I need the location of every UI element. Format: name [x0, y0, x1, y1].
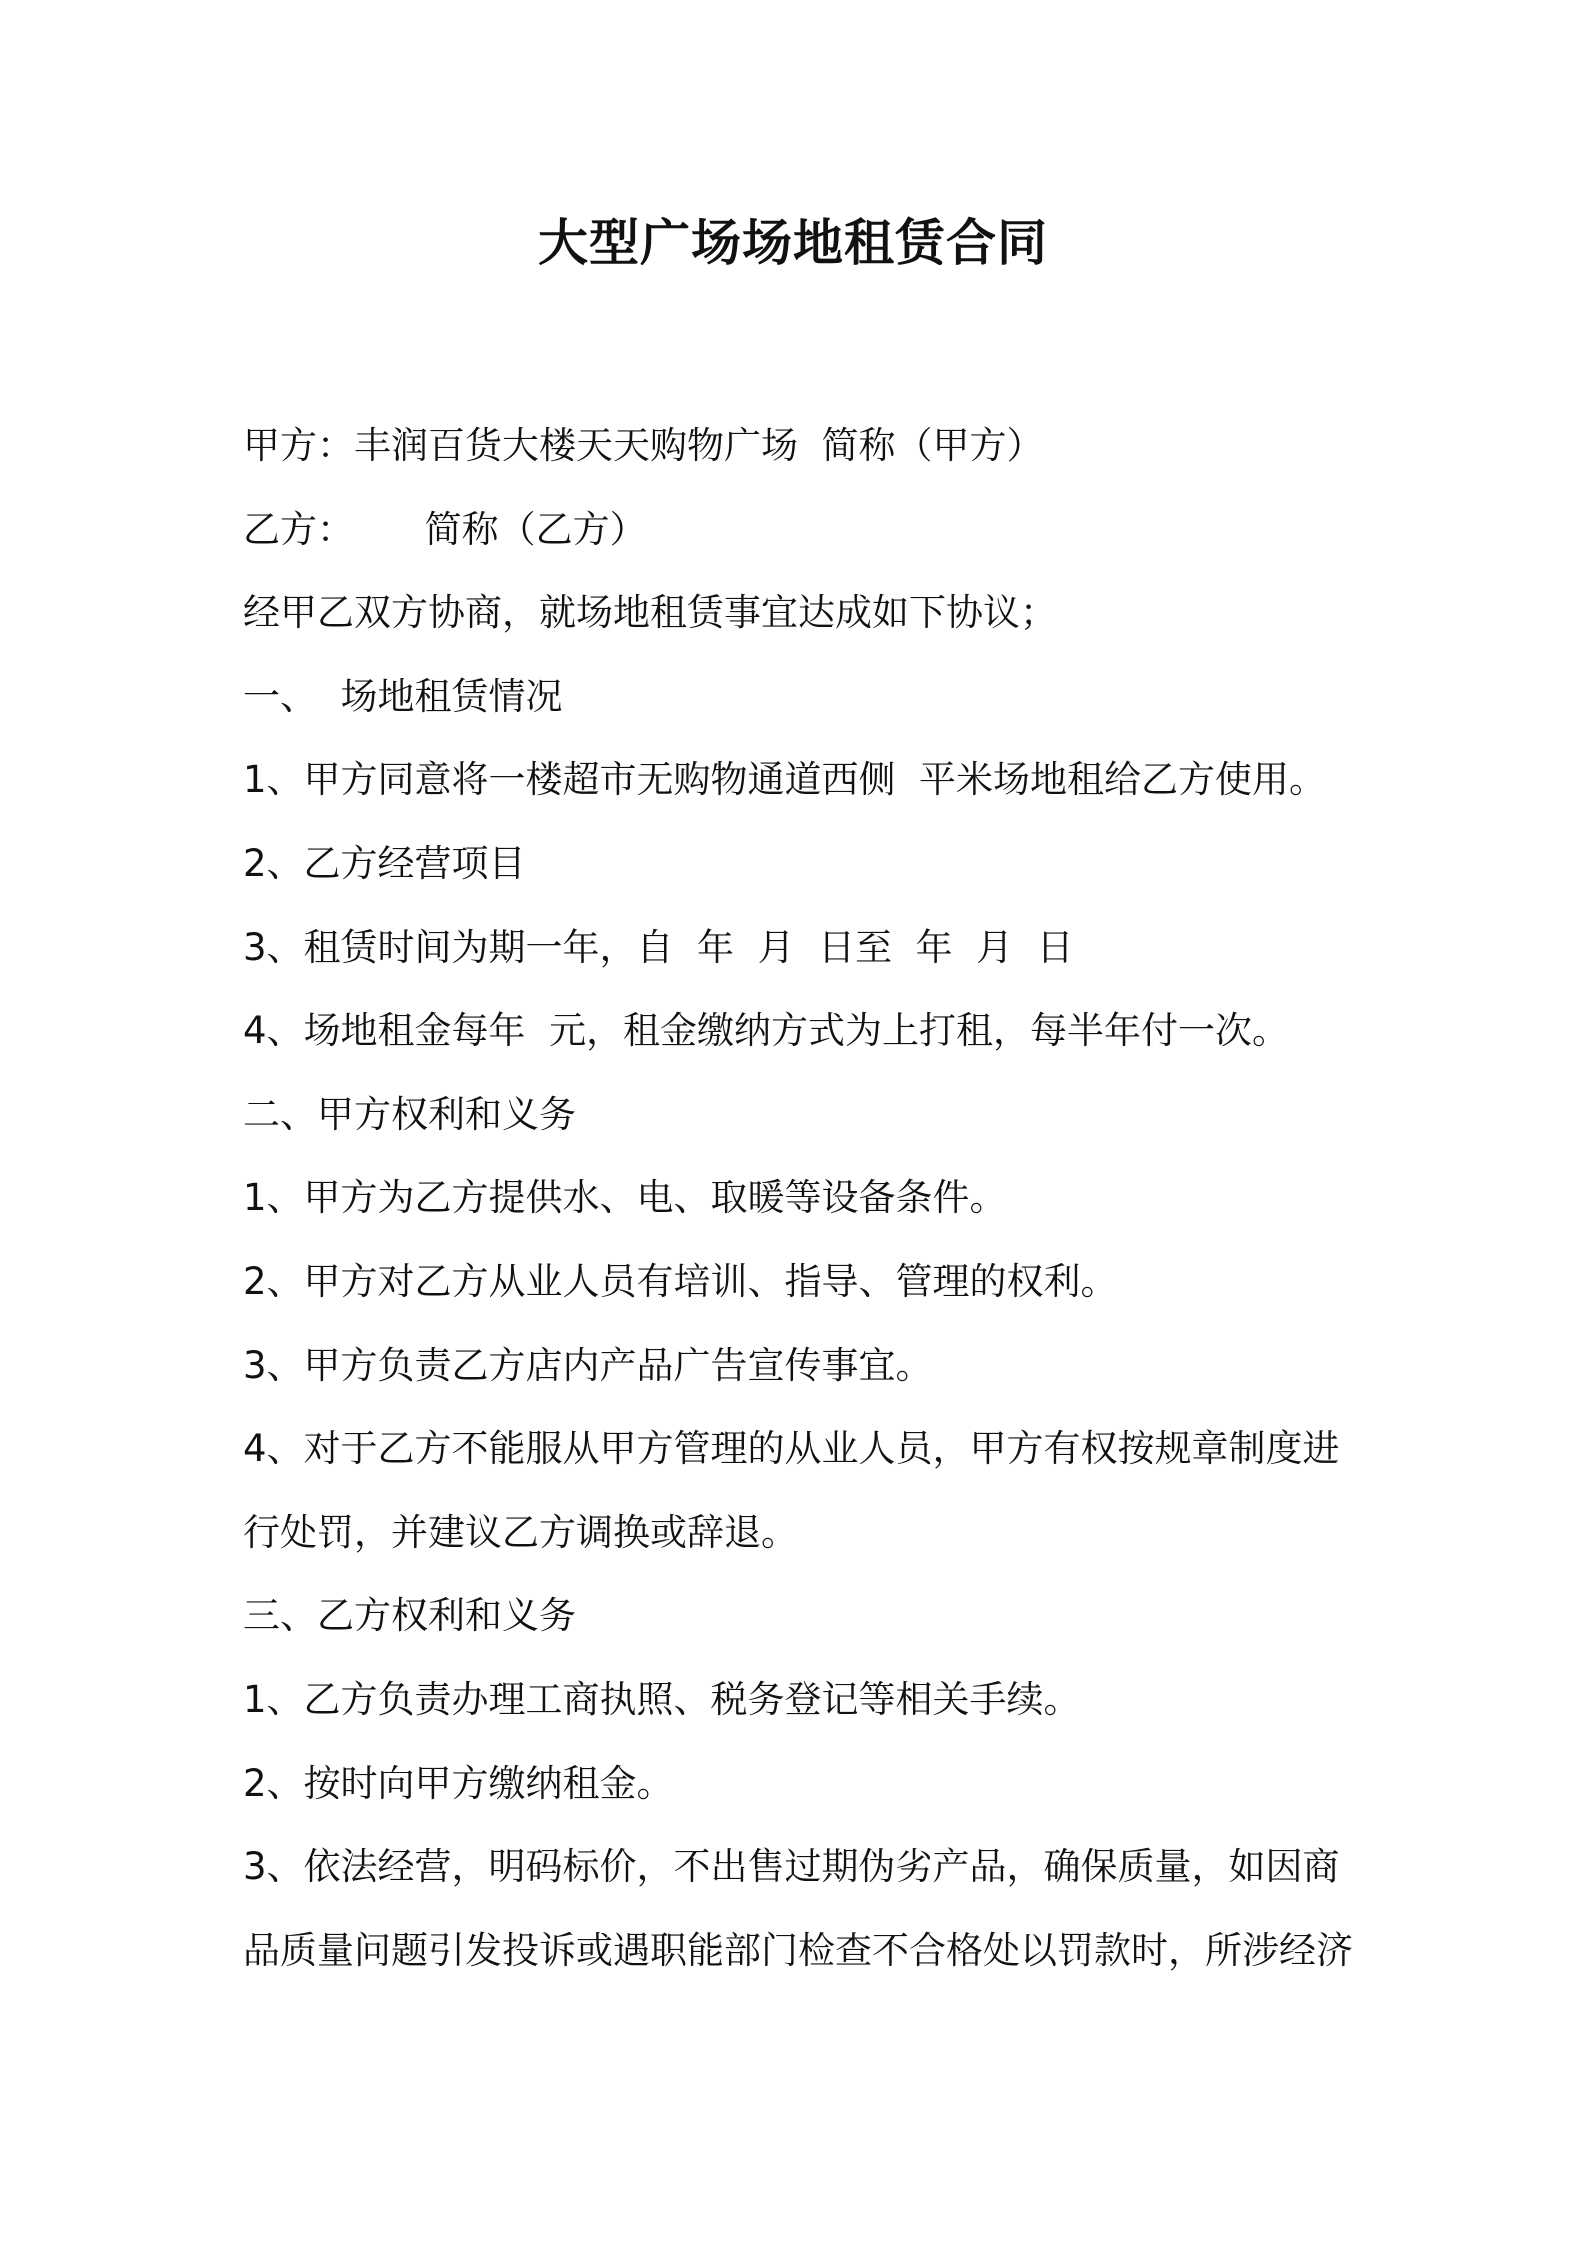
clause-3-3-continued: 品质量问题引发投诉或遇职能部门检查不合格处以罚款时，所涉经济	[243, 1928, 1353, 1972]
clause-2-1: 1、甲方为乙方提供水、电、取暖等设备条件。	[243, 1176, 1007, 1220]
clause-3-2: 2、按时向甲方缴纳租金。	[243, 1761, 674, 1805]
clause-1-1: 1、甲方同意将一楼超市无购物通道西侧 平米场地租给乙方使用。	[243, 758, 1327, 802]
clause-1-4: 4、场地租金每年 元，租金缴纳方式为上打租，每半年付一次。	[243, 1009, 1290, 1053]
body-line-party-a: 甲方：丰润百货大楼天天购物广场 简称（甲方）	[243, 424, 1044, 467]
section-heading-2: 二、甲方权利和义务	[243, 1092, 576, 1136]
section-heading-3: 三、乙方权利和义务	[243, 1594, 576, 1638]
clause-1-3: 3、租赁时间为期一年，自 年 月 日至 年 月 日	[243, 925, 1074, 969]
clause-1-2: 2、乙方经营项目	[243, 841, 526, 885]
document-body	[243, 404, 1363, 1992]
clause-2-4-continued: 行处罚，并建议乙方调换或辞退。	[243, 1510, 798, 1554]
clause-2-3: 3、甲方负责乙方店内产品广告宣传事宜。	[243, 1343, 933, 1387]
clause-2-2: 2、甲方对乙方从业人员有培训、指导、管理的权利。	[243, 1259, 1118, 1303]
clause-3-3: 3、依法经营，明码标价，不出售过期伪劣产品，确保质量，如因商	[243, 1845, 1340, 1889]
clause-3-1: 1、乙方负责办理工商执照、税务登记等相关手续。	[243, 1677, 1081, 1721]
section-heading-1: 一、 场地租赁情况	[243, 674, 563, 718]
document-title: 大型广场场地租赁合同	[538, 214, 1048, 272]
body-line-agreement-intro: 经甲乙双方协商，就场地租赁事宜达成如下协议；	[243, 591, 1057, 635]
body-line-party-b: 乙方： 简称（乙方）	[243, 507, 647, 551]
clause-2-4: 4、对于乙方不能服从甲方管理的从业人员，甲方有权按规章制度进	[243, 1427, 1340, 1471]
